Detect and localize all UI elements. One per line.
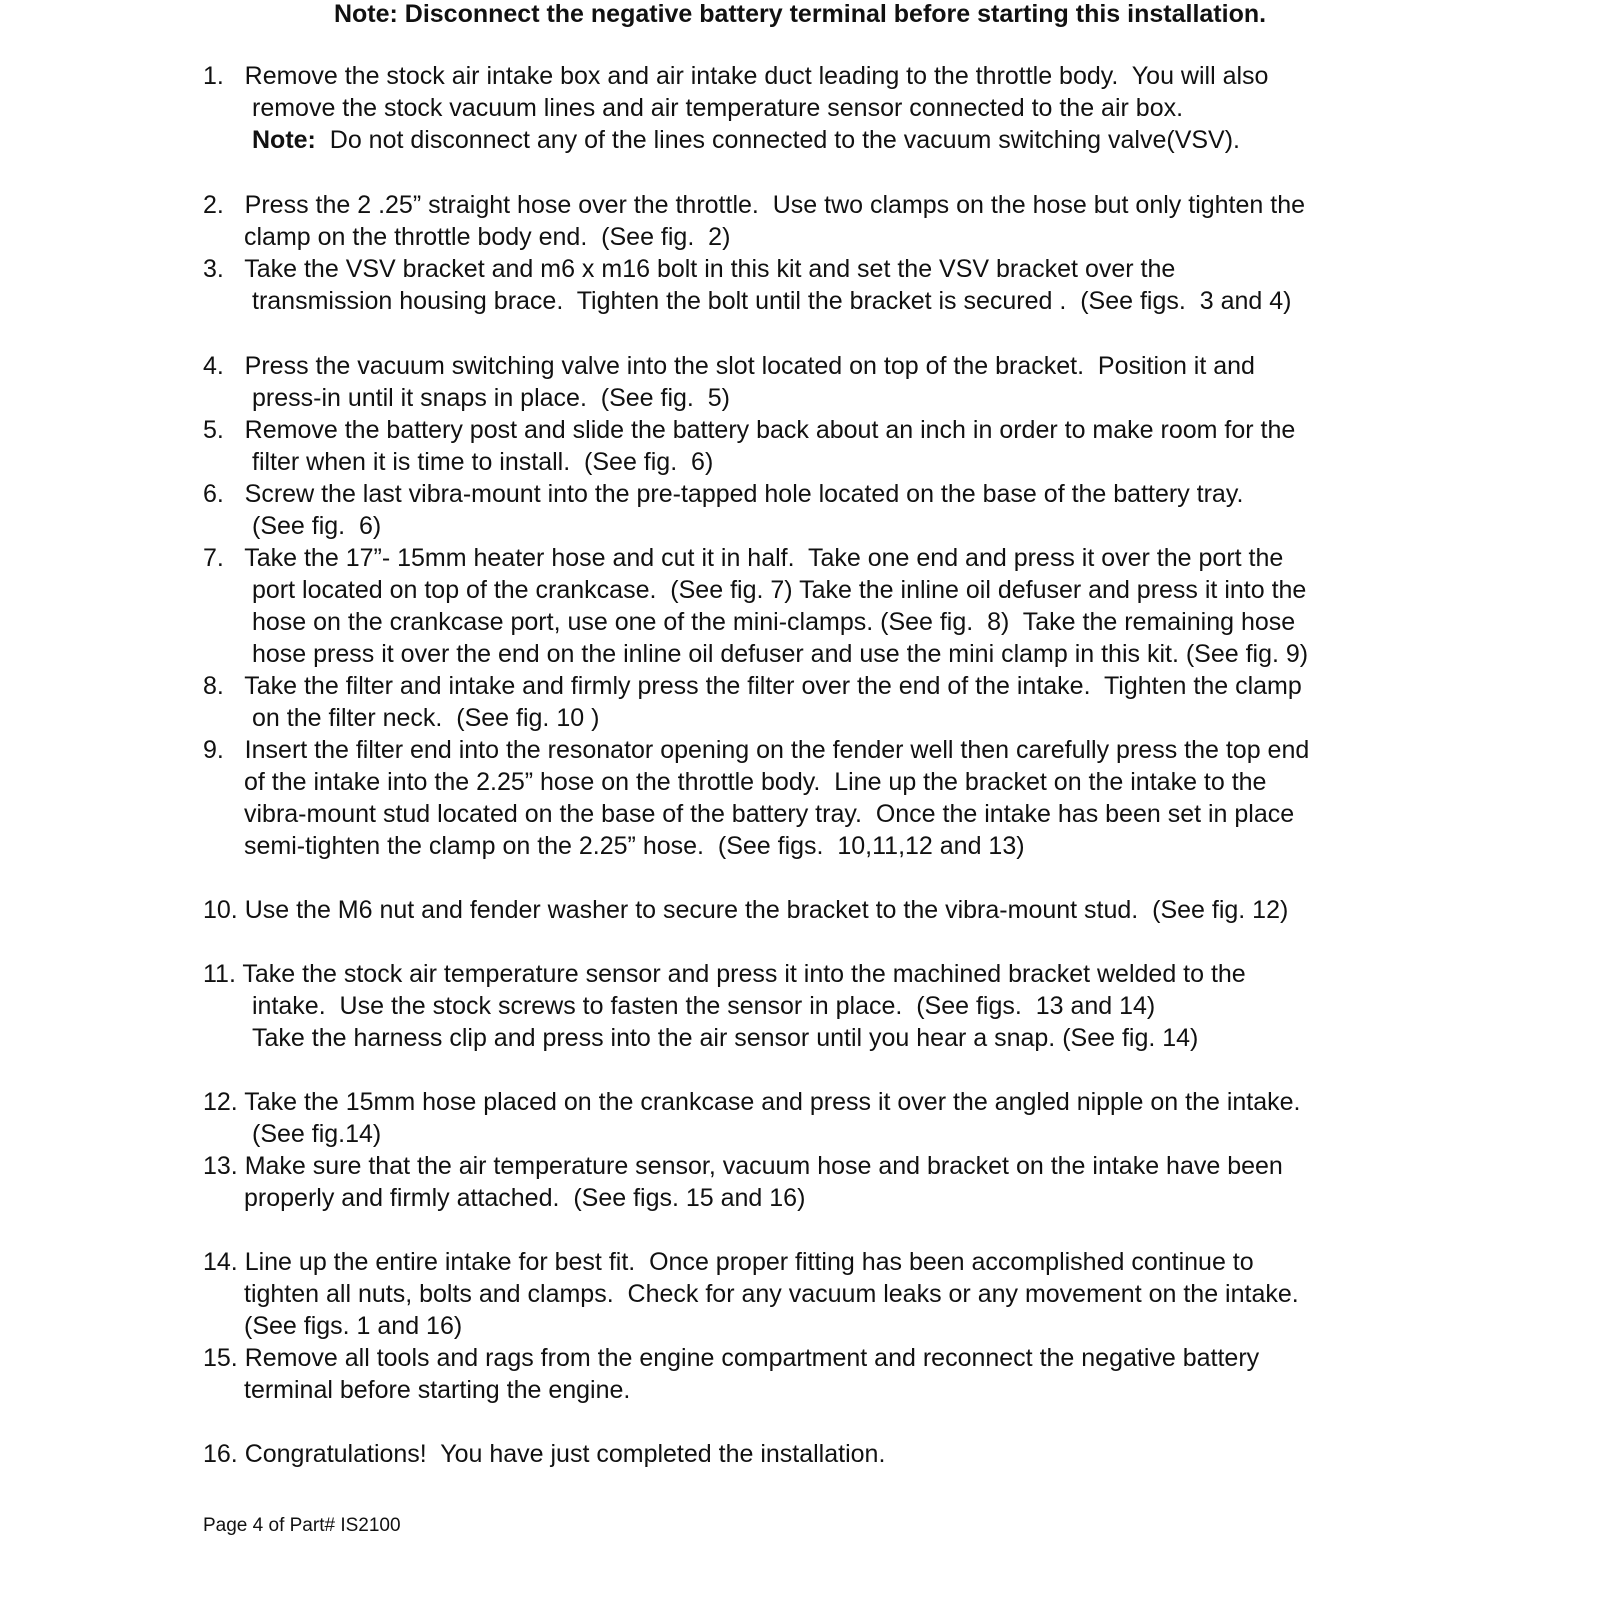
step-11-line-1: 11. Take the stock air temperature sensor and press it into the machined bracket welded to the — [203, 960, 1246, 988]
step-8-line-2: on the filter neck. (See fig. 10 ) — [252, 704, 600, 732]
top-note: Note: Disconnect the negative battery terminal before starting this installation. — [333, 0, 1267, 28]
step-1-note — [252, 124, 1240, 156]
step-9-line-4: semi-tighten the clamp on the 2.25” hose. (See figs. 10,11,12 and 13) — [244, 832, 1025, 860]
step-1-line-2: remove the stock vacuum lines and air temperature sensor connected to the air box. — [252, 94, 1184, 122]
step-5-line-2: filter when it is time to install. (See fig. 6) — [252, 448, 714, 476]
step-11-line-3: Take the harness clip and press into the air sensor until you hear a snap. (See fig. 14) — [252, 1024, 1199, 1052]
step-12-line-1: 12. Take the 15mm hose placed on the crankcase and press it over the angled nipple on the intake. — [203, 1088, 1301, 1116]
step-13-line-2: properly and firmly attached. (See figs. 15 and 16) — [244, 1184, 806, 1212]
step-9-line-3: vibra-mount stud located on the base of the battery tray. Once the intake has been set in place — [244, 800, 1295, 828]
step-9-line-2: of the intake into the 2.25” hose on the throttle body. Line up the bracket on the intake to the — [244, 768, 1267, 796]
step-4-line-1: 4. Press the vacuum switching valve into the slot located on top of the bracket. Position it and — [203, 352, 1255, 380]
step-2-line-2: clamp on the throttle body end. (See fig. 2) — [244, 223, 731, 251]
step-4-line-2: press-in until it snaps in place. (See fig. 5) — [252, 384, 731, 412]
step-6-line-1: 6. Screw the last vibra-mount into the pre-tapped hole located on the base of the battery tray. — [203, 480, 1244, 508]
step-12-line-2: (See fig.14) — [252, 1120, 382, 1148]
step-15-line-2: terminal before starting the engine. — [244, 1376, 631, 1404]
step-1-note-text: Do not disconnect any of the lines connected to the vacuum switching valve(VSV). — [315, 126, 1240, 154]
step-8-line-1: 8. Take the filter and intake and firmly press the filter over the end of the intake. Tighten the clamp — [203, 672, 1302, 700]
step-3-line-1: 3. Take the VSV bracket and m6 x m16 bolt in this kit and set the VSV bracket over the — [203, 255, 1176, 283]
step-15-line-1: 15. Remove all tools and rags from the engine compartment and reconnect the negative battery — [203, 1344, 1260, 1372]
step-7-line-1: 7. Take the 17”- 15mm heater hose and cut it in half. Take one end and press it over the port the — [203, 544, 1284, 572]
step-2-line-1: 2. Press the 2 .25” straight hose over the throttle. Use two clamps on the hose but only tighten the — [203, 191, 1306, 219]
step-5-line-1: 5. Remove the battery post and slide the battery back about an inch in order to make room for the — [203, 416, 1296, 444]
step-14-line-1: 14. Line up the entire intake for best fit. Once proper fitting has been accomplished continue to — [203, 1248, 1254, 1276]
step-16-line-1: 16. Congratulations! You have just completed the installation. — [203, 1440, 886, 1468]
step-3-line-2: transmission housing brace. Tighten the bolt until the bracket is secured . (See figs. 3 and 4) — [252, 287, 1292, 315]
step-13-line-1: 13. Make sure that the air temperature sensor, vacuum hose and bracket on the intake have been — [203, 1152, 1283, 1180]
step-10-line-1: 10. Use the M6 nut and fender washer to secure the bracket to the vibra-mount stud. (See fig. 12) — [203, 896, 1289, 924]
step-6-line-2: (See fig. 6) — [252, 512, 382, 540]
step-14-line-3: (See figs. 1 and 16) — [244, 1312, 463, 1340]
step-7-line-2: port located on top of the crankcase. (See fig. 7) Take the inline oil defuser and press it into the — [252, 576, 1307, 604]
step-11-line-2: intake. Use the stock screws to fasten the sensor in place. (See figs. 13 and 14) — [252, 992, 1156, 1020]
step-1-note-label: Note: — [252, 126, 316, 154]
step-9-line-1: 9. Insert the filter end into the resonator opening on the fender well then carefully press the top end — [203, 736, 1310, 764]
step-7-line-3: hose on the crankcase port, use one of the mini-clamps. (See fig. 8) Take the remaining hose — [252, 608, 1296, 636]
step-1-line-1: 1. Remove the stock air intake box and air intake duct leading to the throttle body. You will also — [203, 62, 1269, 90]
page-footer: Page 4 of Part# IS2100 — [203, 1515, 401, 1536]
step-14-line-2: tighten all nuts, bolts and clamps. Check for any vacuum leaks or any movement on the intake. — [244, 1280, 1299, 1308]
step-7-line-4: hose press it over the end on the inline oil defuser and use the mini clamp in this kit. (See fig. 9) — [252, 640, 1309, 668]
